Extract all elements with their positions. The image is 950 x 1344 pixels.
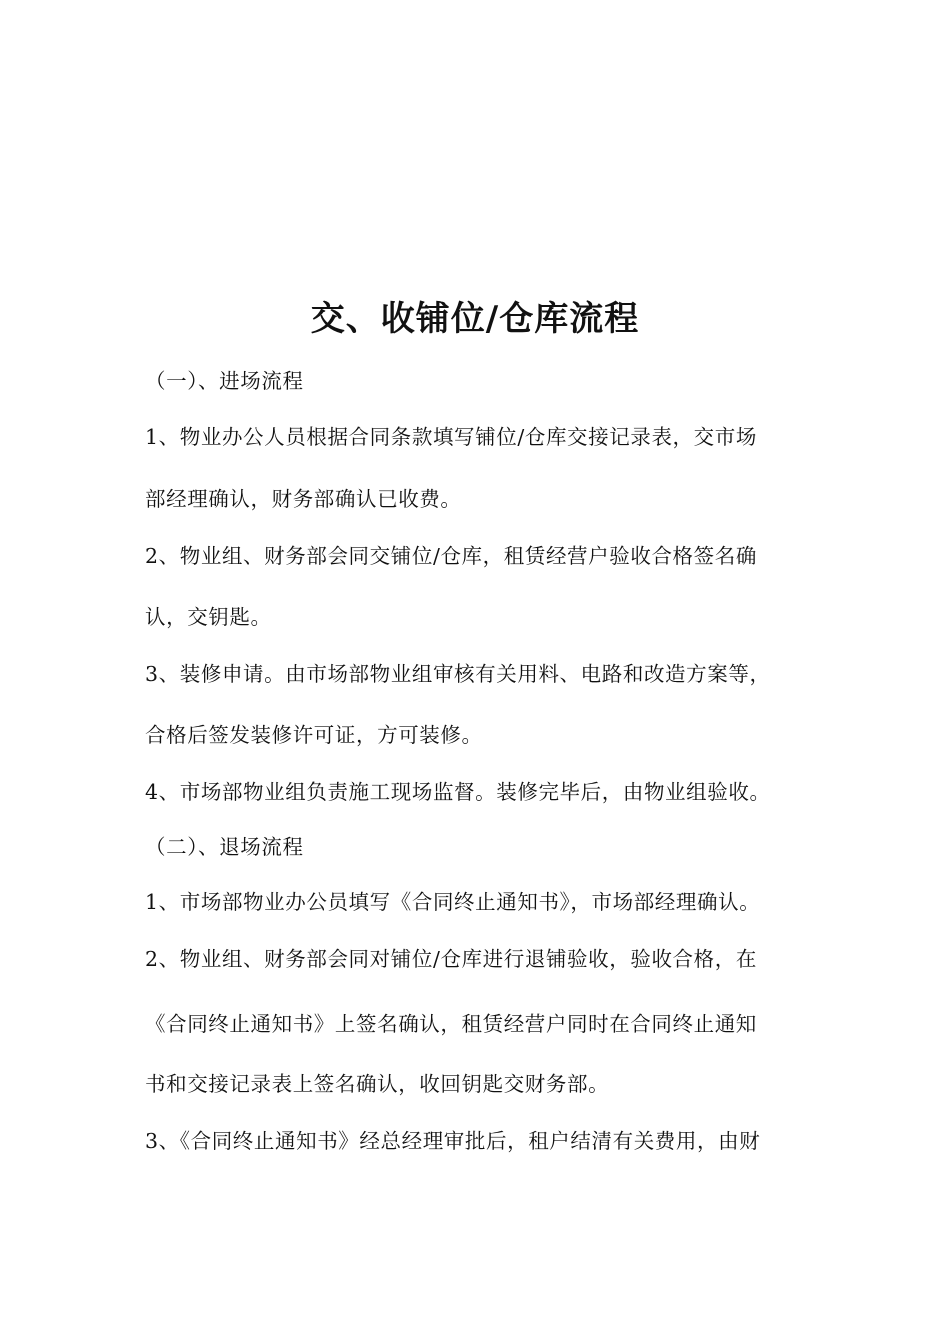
- paragraph-line: 1、市场部物业办公员填写《合同终止通知书》，市场部经理确认。: [145, 890, 761, 914]
- section-heading-exit: （二）、退场流程: [145, 835, 304, 859]
- paragraph-line: 4、市场部物业组负责施工现场监督。装修完毕后，由物业组验收。: [145, 780, 771, 804]
- paragraph-line: 部经理确认，财务部确认已收费。: [145, 487, 462, 511]
- paragraph-line: 2、物业组、财务部会同交铺位/仓库，租赁经营户验收合格签名确: [145, 544, 757, 568]
- paragraph-line: 1、物业办公人员根据合同条款填写铺位/仓库交接记录表，交市场: [145, 425, 757, 449]
- section-heading-entry: （一）、进场流程: [145, 369, 304, 393]
- document-title: 交、收铺位/仓库流程: [310, 299, 640, 339]
- paragraph-line: 书和交接记录表上签名确认，收回钥匙交财务部。: [145, 1072, 610, 1096]
- paragraph-line: 2、物业组、财务部会同对铺位/仓库进行退铺验收，验收合格，在: [145, 947, 757, 971]
- paragraph-line: 认，交钥匙。: [145, 605, 272, 629]
- paragraph-line: 3、《合同终止通知书》经总经理审批后，租户结清有关费用，由财: [145, 1129, 761, 1153]
- paragraph-line: 合格后签发装修许可证，方可装修。: [145, 723, 483, 747]
- paragraph-line: 3、装修申请。由市场部物业组审核有关用料、电路和改造方案等，: [145, 662, 771, 686]
- paragraph-line: 《合同终止通知书》上签名确认，租赁经营户同时在合同终止通知: [145, 1012, 757, 1036]
